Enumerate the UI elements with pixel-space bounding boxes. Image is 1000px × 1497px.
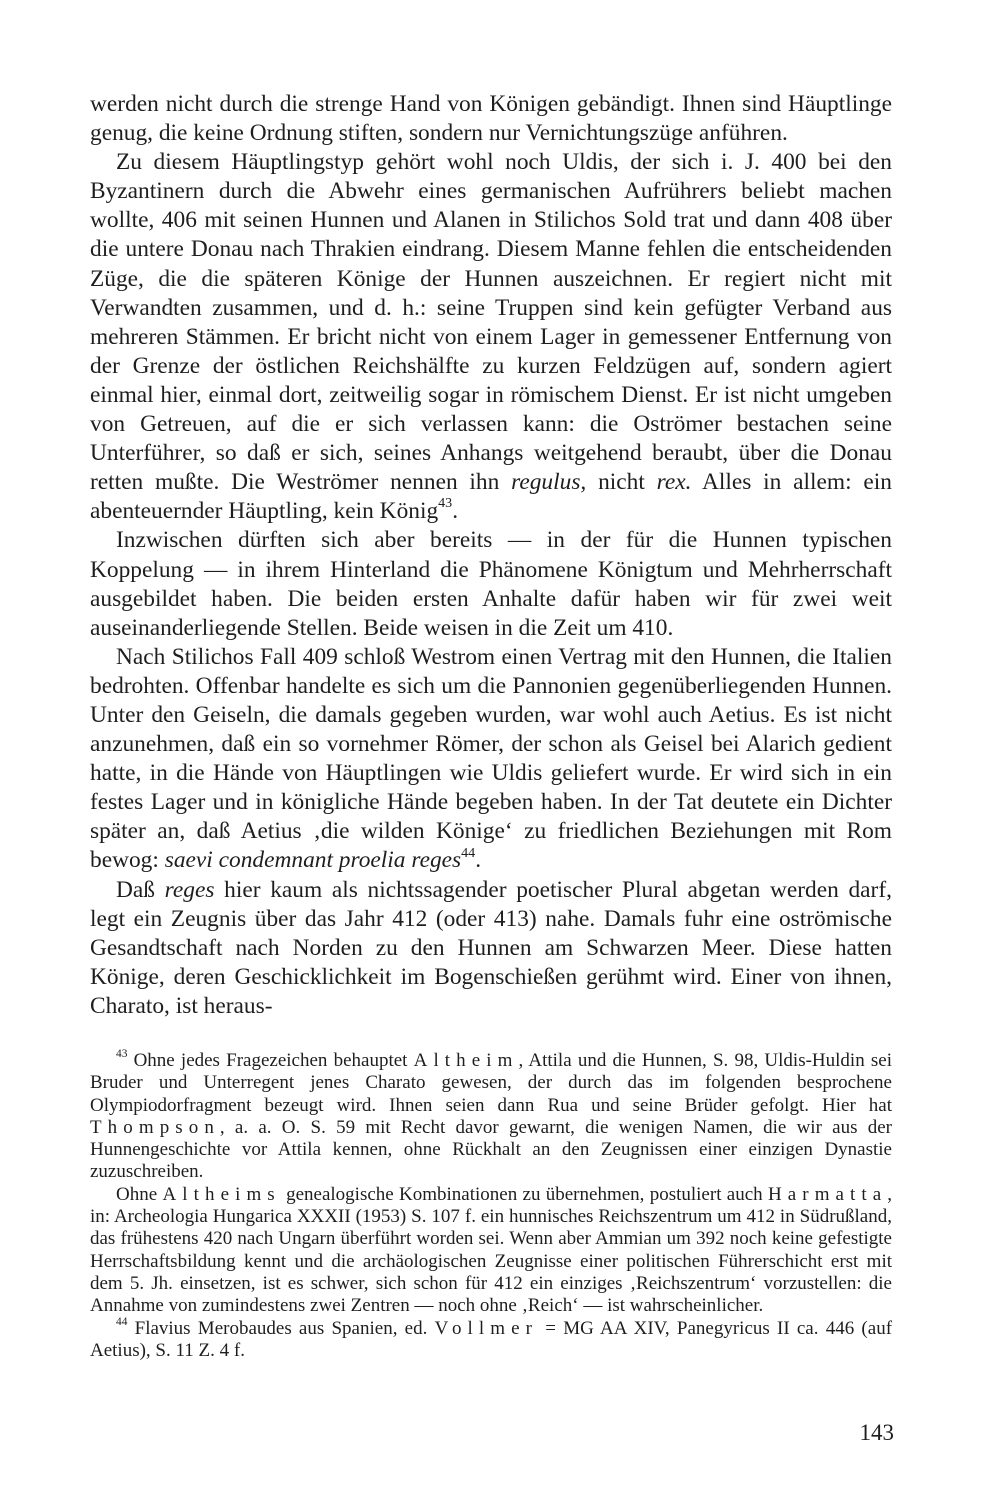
footnote-ref-44[interactable]: 44 <box>461 844 476 861</box>
paragraph-text: hier kaum als nichtssagender poetischer Plural abgetan werden darf, legt ein Zeugnis über das Jahr 412 (oder 413) nahe. Damals fuhr eine oströmische Gesandtschaft nach Norden zu den Hunnen am Schwarzen Meer. Diese hatten Könige, deren Geschicklichkeit im Bogenschießen gerühmt wird. Einer von ihnen, Charato, ist heraus- <box>90 876 892 1019</box>
footnote-number: 43 <box>116 1047 128 1060</box>
footnote-43 <box>90 1047 892 1184</box>
footnote-ref-43[interactable]: 43 <box>438 495 453 512</box>
paragraph-text: Nach Stilichos Fall 409 schloß Westrom einen Vertrag mit den Hunnen, die Italien bedrohten. Offenbar handelte es sich um die Pannonien gegenüberliegenden Hunnen. Unter den Geiseln, die damals gegeben wurden, war wohl auch Aetius. Es ist nicht anzunehmen, daß ein so vornehmer Römer, der schon als Geisel bei Alarich gedient hatte, in die Hände von Häuptlingen wie Uldis geliefert wurde. Er wird sich in ein festes Lager und in königliche Hände begeben haben. In der Tat deutete ein Dichter später an, daß Aetius ‚die wilden Könige‘ zu friedlichen Beziehungen mit Rom bewog: <box>90 643 892 874</box>
footnote-text: Ohne jedes Fragezeichen behauptet <box>133 1050 408 1071</box>
paragraph-3 <box>90 526 892 642</box>
footnote-text: Ohne <box>116 1183 158 1205</box>
footnote-number: 44 <box>116 1315 128 1328</box>
paragraph-text: Zu diesem Häuptlingstyp gehört wohl noch Uldis, der sich i. J. 400 bei den Byzantinern durch die Abwehr eines germanischen Aufrührers beliebt machen wollte, 406 mit seinen Hunnen und Alanen in Stilichos Sold trat und dann 408 über die untere Donau nach Thrakien eindrang. Diesem Manne fehlen die entscheidenden Züge, die die späteren Könige der Hunnen auszeichnen. Er regiert nicht mit Verwandten zusammen, und d. h.: seine Truppen sind kein gefügter Verband aus mehreren Stämmen. Er bricht nicht von einem Lager in gemessener Entfernung von der Grenze der östlichen Reichshälfte zu kurzen Feldzügen auf, sondern agiert einmal hier, einmal dort, zeitweilig sogar in römischem Dienst. Er ist nicht umgeben von Getreuen, auf die er sich verlassen kann: die Oströmer bestachen seine Unterführer, so daß er sich, seines Anhangs weitgehend beraubt, über die Donau retten mußte. Die Weströmer nennen ihn <box>90 149 892 496</box>
main-text <box>90 90 892 1021</box>
paragraph-text: Daß <box>116 876 155 903</box>
author-name: Harmatta <box>767 1183 888 1205</box>
paragraph-text: . <box>452 498 459 525</box>
footnote-text: = MG AA XIV, Panegyricus II ca. 446 (auf Aetius), S. 11 Z. 4 f. <box>90 1317 893 1361</box>
paragraph-text: Inzwischen dürften sich aber bereits — in der für die Hunnen typischen Koppelung — in ihrem Hinterland die Phänomene Königtum und Mehrherrschaft ausgebildet haben. Die beiden ersten Anhalte dafür haben wir für zwei weit auseinanderliegende Stellen. Beide weisen in die Zeit um 410. <box>90 527 892 641</box>
footnote-43-continued <box>90 1184 892 1318</box>
paragraph-text: Alles in allem: ein abenteuernder Häuptling, kein König <box>90 469 892 525</box>
author-name: Altheim <box>413 1050 519 1071</box>
paragraph-text: . <box>475 847 482 874</box>
paragraph-4 <box>90 643 892 876</box>
footnote-text: , in: Archeologia Hungarica XXXII (1953) S. 107 f. ein hunnisches Reichszentrum um 412 in Südrußland, das frühestens 420 nach Ungarn überführt worden sei. Wenn aber Ammian um 392 noch keine gefestigte Herrschaftsbildung kennt und die archäologischen Zeugnisse einer politischen Führerschicht erst mit dem 5. Jh. einsetzen, ist es schwer, sich schon für 412 ein einziges ‚Reichszentrum‘ vorzustellen: die Annahme von zumindestens zwei Zentren — noch ohne ‚Reich‘ — ist wahrscheinlicher. <box>90 1183 893 1317</box>
page-content <box>90 90 892 1362</box>
paragraph-1 <box>90 90 892 148</box>
footnote-text: genealogische Kombinationen zu übernehmen, postuliert auch <box>286 1183 763 1205</box>
author-name: Thompson <box>90 1116 220 1138</box>
latin-term-rex: rex. <box>656 469 692 496</box>
paragraph-text: werden nicht durch die strenge Hand von Königen gebändigt. Ihnen sind Häuptlinge genug, die keine Ordnung stiften, sondern nur Vernichtungszüge anführen. <box>90 91 892 147</box>
footnote-text: , a. a. O. S. 59 mit Recht davor gewarnt, die wenigen Namen, die wir aus der Hunnengeschichte vor Attila kennen, ohne Rückhalt an den Zeugnissen einer einzigen Dynastie zuzuschreiben. <box>90 1116 892 1183</box>
footnotes <box>90 1047 893 1362</box>
latin-quote: saevi condemnant proelia reges <box>164 847 462 874</box>
footnote-text: , Attila und die Hunnen, S. 98, Uldis-Huldin sei Bruder und Unterregent jenes Charato gewesen, der durch das im folgenden besprochene Olympiodorfragment bezeugt wird. Ihnen seien dann Rua und seine Brüder gefolgt. Hier hat <box>90 1050 892 1116</box>
paragraph-text: nicht <box>598 469 645 496</box>
paragraph-5 <box>90 876 892 1021</box>
footnote-text: Flavius Merobaudes aus Spanien, ed. <box>134 1317 428 1339</box>
author-name: Vollmer <box>434 1317 539 1339</box>
footnote-44 <box>90 1315 893 1363</box>
latin-term-regulus: regulus, <box>511 469 587 496</box>
paragraph-2 <box>90 148 892 526</box>
latin-term-reges: reges <box>164 876 215 903</box>
author-name: Altheims <box>162 1183 281 1205</box>
page-number: 143 <box>859 1420 894 1445</box>
